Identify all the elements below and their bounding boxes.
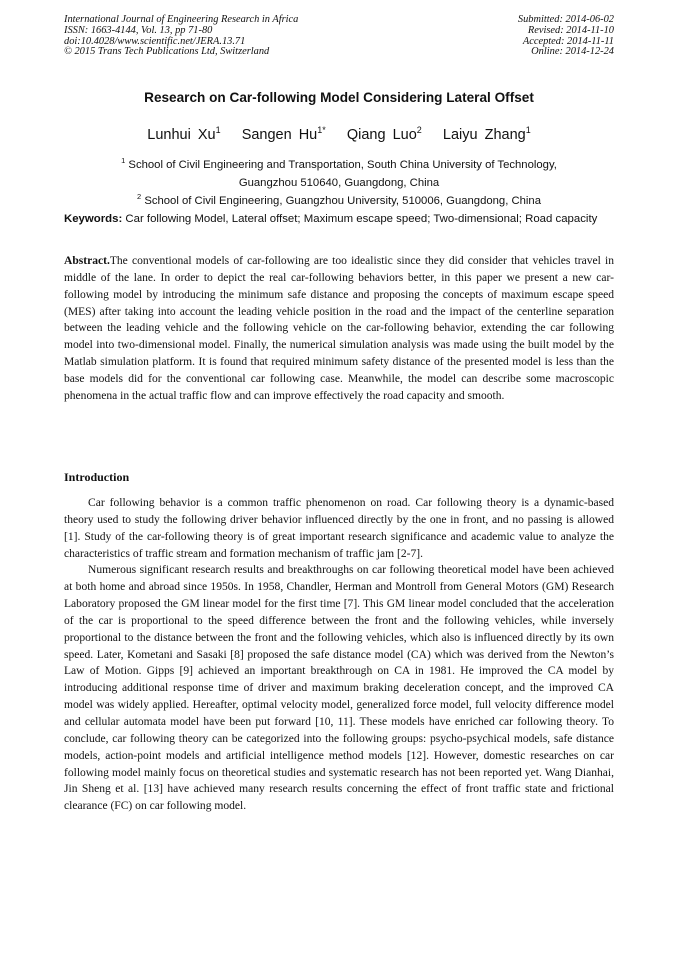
journal-header-right xyxy=(518,15,614,58)
date-accepted: Accepted: 2014-11-11 xyxy=(522,35,614,47)
date-revised: Revised: 2014-11-10 xyxy=(527,24,614,36)
journal-header-left xyxy=(64,15,298,58)
affiliation-line: School of Civil Engineering and Transportation, South China University of Technology, xyxy=(128,159,557,171)
journal-name: International Journal of Engineering Research in Africa xyxy=(64,14,299,25)
journal-issn: ISSN: 1663-4144, Vol. 13, pp 71-80 xyxy=(64,24,213,36)
abstract xyxy=(64,253,614,405)
paper-title: Research on Car-following Model Considering Lateral Offset xyxy=(144,90,534,105)
author-list xyxy=(0,125,678,143)
author-affiliation-mark: 1* xyxy=(317,125,326,135)
affiliation-mark: 2 xyxy=(137,192,142,201)
introduction-body xyxy=(64,495,614,815)
author-name: Lunhui Xu xyxy=(147,127,216,143)
journal-copyright: © 2015 Trans Tech Publications Ltd, Switzerland xyxy=(64,46,270,58)
paragraph: Numerous significant research results and breakthroughs on car following theoretical model have been achieved at both home and abroad since 1950s. In 1958, Chandler, Herman and Montroll from General Motors (GM) Research Laboratory proposed the GM linear model for the first time [7]. This GM linear model concluded that the acceleration of the car is proportional to the speed difference between the front and the following vehicles, while inversely proportional to the distance between the front and the following vehicles, which also is influenced directly by its own speed. Later, Kometani and Sasaki [8] proposed the safe distance model (CA) which was derived from the Newton’s Law of Motion. Gipps [9] achieved an important breakthrough on CA in 1981. He improved the CA model by introducing additional response time of driver and maximum braking deceleration concept, and the improved CA model was widely applied. Hereafter, optimal velocity model, generalized force model, full velocity difference model and cellular automata model have been put forward [10, 11]. These models have enriched car following theory. To conclude, car following theory can be categorized into the following groups: psycho-psychical models, safe distance models, action-point models and artificial intelligence method models [12]. However, domestic researches on car following model mainly focus on theoretical studies and systematic research has not been reported yet. Wang Dianhai, Jin Sheng et al. [13] have achieved many research results concerning the effect of front traffic state and frictional clearance (FC) on car following model. xyxy=(64,564,614,813)
paragraph: Car following behavior is a common traffic phenomenon on road. Car following theory is a dynamic-based theory used to study the following driver behavior influenced directly by the one in front, and no passing is allowed [1]. Study of the car-following theory is of great important research significance and academic value to analyze the characteristics of traffic stream and formation mechanism of traffic jam [2-7]. xyxy=(64,497,614,560)
affiliation-line: School of Civil Engineering, Guangzhou University, 510006, Guangdong, China xyxy=(144,195,541,207)
section-heading: Introduction xyxy=(64,470,130,484)
author-affiliation-mark: 2 xyxy=(416,125,422,135)
author-name: Sangen Hu xyxy=(241,127,318,143)
keywords xyxy=(64,211,614,228)
author-name: Qiang Luo xyxy=(346,127,417,143)
author-affiliation-mark: 1 xyxy=(525,125,531,135)
affiliation-2 xyxy=(0,188,678,210)
keywords-text: Car following Model, Lateral offset; Maximum escape speed; Two-dimensional; Road capacity xyxy=(125,213,598,225)
affiliation-mark: 1 xyxy=(121,156,126,165)
date-online: Online: 2014-12-24 xyxy=(531,46,614,58)
affiliation-line: Guangzhou 510640, Guangdong, China xyxy=(238,177,440,189)
date-submitted: Submitted: 2014-06-02 xyxy=(517,14,614,25)
abstract-text: The conventional models of car-following are too idealistic since they did consider that vehicles travel in middle of the lane. In order to depict the real car-following behaviors better, in this paper we present a new car-following model by introducing the minimum safe distance and proposing the concepts of maximum escape speed (MES) after taking into account the leading vehicle position in the road and the impact of the centerline separation between the leading vehicle and the following vehicle on the car-following behavior, extending the car following model into two-dimensional model. Finally, the numerical simulation analysis was made using the built model by the Matlab simulation platform. It is found that required minimum safety distance of the presented model is less than the base models did for the conventional car following case. Meanwhile, the model can describe some macroscopic phenomena in the actual traffic flow and can improve effectively the road capacity and smooth. xyxy=(64,255,614,402)
author-name: Laiyu Zhang xyxy=(442,127,526,143)
abstract-label: Abstract. xyxy=(64,255,110,267)
keywords-label: Keywords: xyxy=(64,213,123,225)
author-affiliation-mark: 1 xyxy=(215,125,221,135)
journal-doi: doi:10.4028/www.scientific.net/JERA.13.71 xyxy=(64,35,246,47)
affiliation-1 xyxy=(0,152,678,192)
